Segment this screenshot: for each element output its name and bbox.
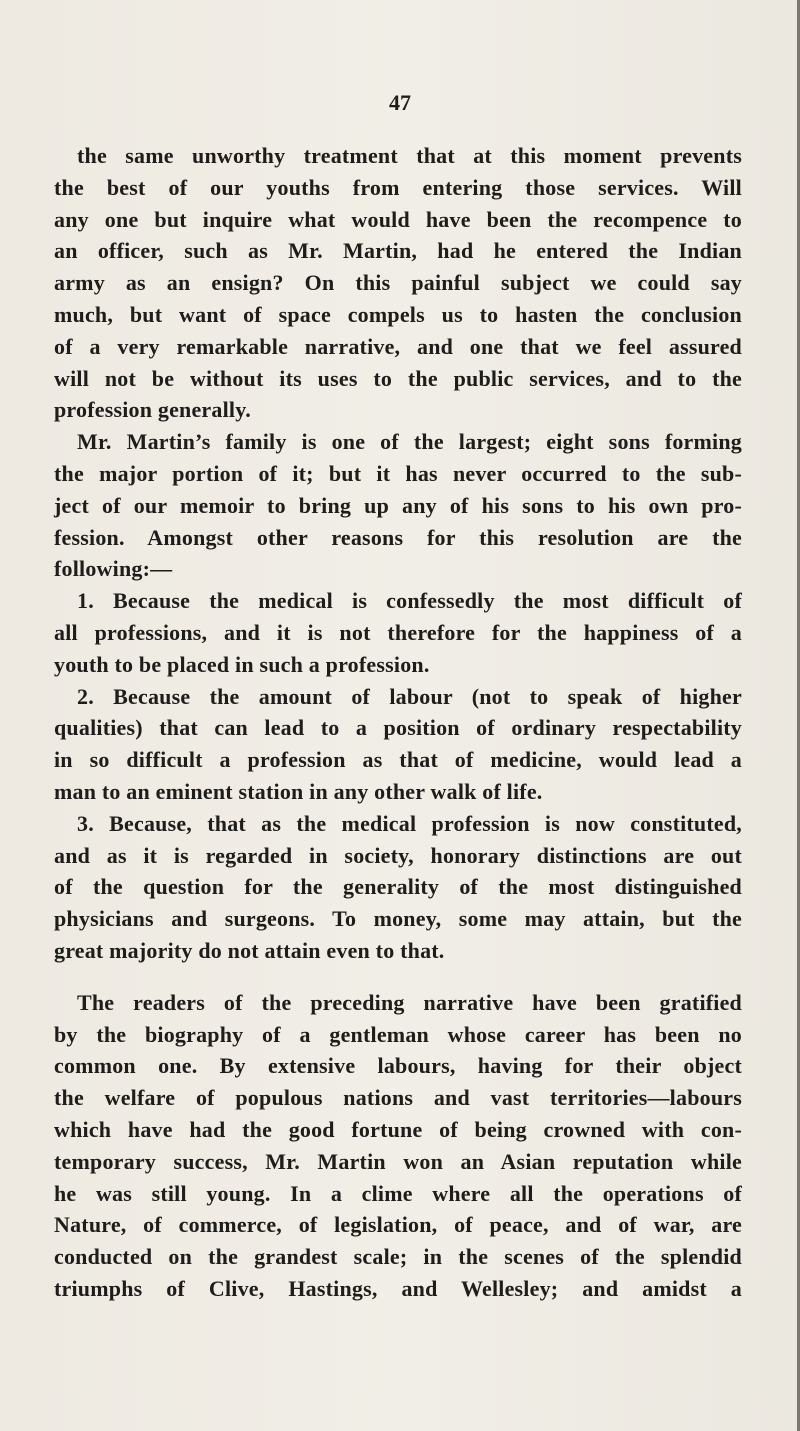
text-line: triumphs of Clive, Hastings, and Wellesley; and amidst a [54, 1275, 742, 1301]
text-line: much, but want of space compels us to hasten the conclusion [54, 301, 742, 327]
text-line: Mr. Martin’s family is one of the largest; eight sons forming [77, 429, 742, 455]
text-line: physicians and surgeons. To money, some may attain, but the [54, 906, 742, 932]
page-text [54, 140, 742, 1305]
text-line: conducted on the grandest scale; in the scenes of the splendid [54, 1244, 742, 1270]
text-line: temporary success, Mr. Martin won an Asian reputation while [54, 1148, 742, 1174]
text-line: 1. Because the medical is confessedly the most difficult of [77, 588, 742, 614]
text-line: youth to be placed in such a profession. [54, 651, 430, 677]
text-line: he was still young. In a clime where all the operations of [54, 1180, 742, 1206]
text-line: of a very remarkable narrative, and one that we feel assured [54, 333, 742, 359]
page-number: 47 [389, 90, 411, 115]
text-line: Nature, of commerce, of legislation, of peace, and of war, are [54, 1212, 742, 1238]
text-line: 3. Because, that as the medical profession is now constituted, [77, 810, 742, 836]
text-line: qualities) that can lead to a position of ordinary respectability [54, 715, 742, 741]
text-line: great majority do not attain even to that. [54, 937, 445, 963]
text-line: the major portion of it; but it has never occurred to the sub- [54, 460, 742, 486]
text-line: and as it is regarded in society, honorary distinctions are out [54, 842, 742, 868]
text-line: which have had the good fortune of being crowned with con- [54, 1116, 742, 1142]
text-line: by the biography of a gentleman whose career has been no [54, 1021, 742, 1047]
text-line: in so difficult a profession as that of medicine, would lead a [54, 747, 742, 773]
text-line: an officer, such as Mr. Martin, had he entered the Indian [54, 238, 742, 264]
text-line: following:— [54, 556, 173, 582]
text-line: of the question for the generality of the most distinguished [54, 874, 742, 900]
text-line: any one but inquire what would have been the recompence to [54, 206, 742, 232]
text-line: army as an ensign? On this painful subject we could say [54, 270, 742, 296]
text-line: The readers of the preceding narrative have been gratified [77, 989, 742, 1015]
text-line: profession generally. [54, 397, 251, 423]
text-line: the best of our youths from entering those services. Will [54, 174, 742, 200]
text-line: 2. Because the amount of labour (not to speak of higher [77, 683, 742, 709]
text-line: fession. Amongst other reasons for this resolution are the [54, 524, 742, 550]
text-line: man to an eminent station in any other walk of life. [54, 778, 543, 804]
text-line: all professions, and it is not therefore for the happiness of a [54, 619, 742, 645]
text-line: will not be without its uses to the public services, and to the [54, 365, 742, 391]
text-line: the welfare of populous nations and vast territories—labours [54, 1085, 742, 1111]
text-line: the same unworthy treatment that at this moment prevents [77, 143, 742, 168]
text-line: common one. By extensive labours, having for their object [54, 1053, 742, 1079]
text-line: ject of our memoir to bring up any of his sons to his own pro- [54, 492, 742, 518]
